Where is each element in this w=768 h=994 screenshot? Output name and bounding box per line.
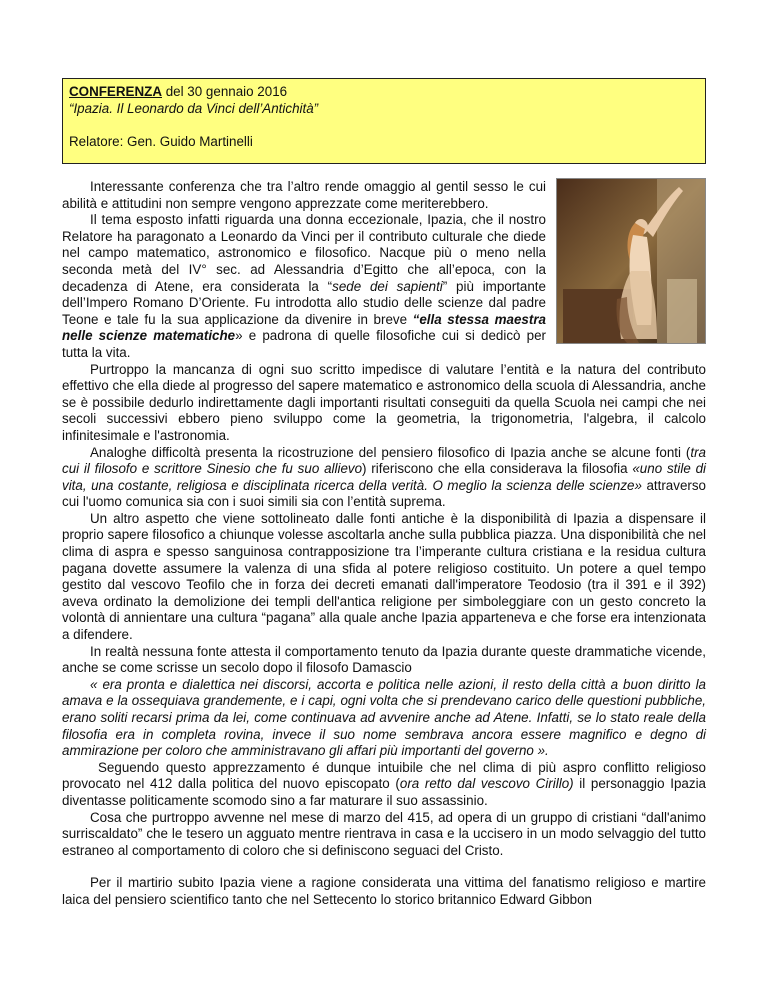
hypatia-painting-image xyxy=(556,178,706,344)
paragraph-lost-writings: Purtroppo la mancanza di ogni suo scritto impedisce di valutare l’entità e la natura del contributo effettivo che ella diede al progresso del sapere matematico e astronomico della scuola di Alessandria, anche se è possibile dedurlo indirettamente dagli importanti risultati conseguiti da quella Scuola nei campi che nei secoli successivi ebbero pieno sviluppo come la geometria, la trigonometria, l'algebra, il calcolo infinitesimale e l'astronomia. xyxy=(62,361,706,443)
paragraph-intro: Interessante conferenza che tra l’altro rende omaggio al gentil sesso le cui abilità e attitudini non sempre vengono apprezzate come meriterebbero. xyxy=(62,179,546,211)
damascius-quote: « era pronta e dialettica nei discorsi, accorta e politica nelle azioni, il resto della città a buon diritto la amava e la ossequiava grandemente, e i capi, ogni volta che si prendevano carico delle questioni pubbliche, erano soliti recarsi prima da lei, come continuava ad avvenire anche ad Atene. Infatti, se lo stato reale della filosofia era in completa rovina, invece il suo nome sembrava ancora essere magnifico e degno di ammirazione per coloro che amministravano gli affari più importanti del governo ». xyxy=(62,676,706,759)
conference-title: “Ipazia. Il Leonardo da Vinci dell’Antichità” xyxy=(69,101,319,116)
paragraph-damascius: In realtà nessuna fonte attesta il comportamento tenuto da Ipazia durante queste drammatiche vicende, anche se come scrisse un secolo dopo il filosofo Damascio xyxy=(62,643,706,676)
paragraph-murder: Cosa che purtroppo avvenne nel mese di marzo del 415, ad opera di un gruppo di cristiani “dall'animo surriscaldato” che le tesero un agguato mentre rientrava in casa e la uccisero in un modo selvaggio del tutto estraneo al comportamento di coloro che si definiscono seguaci del Cristo. xyxy=(62,809,706,858)
paragraph-conflict: Seguendo questo apprezzamento é dunque intuibile che nel clima di più aspro conflitto religioso provocato nel 412 dalla politica del nuovo episcopato (ora retto dal vescovo Cirillo) il personaggio Ipazia diventasse politicamente scomodo sino a far maturare il suo assassinio. xyxy=(62,759,706,808)
paragraph-philosophy: Analoghe difficoltà presenta la ricostruzione del pensiero filosofico di Ipazia anche se alcune fonti (tra cui il filosofo e scrittore Sinesio che fu suo allievo) riferiscono che ella considerava la filosofia «uno stile di vita, una costante, religiosa e disciplinata ricerca della verità. O meglio la scienza delle scienze» attraverso cui l'uomo comunica sia con i suoi simili sia con l’entità suprema. xyxy=(62,444,707,510)
paragraph-martyrdom: Per il martirio subito Ipazia viene a ragione considerata una vittima del fanatismo religioso e martire laica del pensiero scientifico tanto che nel Settecento lo storico britannico Edward Gibbon xyxy=(62,875,706,907)
article-body xyxy=(62,179,706,909)
paragraph-theme: Il tema esposto infatti riguarda una donna eccezionale, Ipazia, che il nostro Relatore ha paragonato a Leonardo da Vinci per il contributo culturale che diede nel campo matematico, astronomico e filosofico. Nacque più o meno nella seconda metà del IV° sec. ad Alessandria d’Egitto che all’epoca, con la decadenza di Atene, era considerata la “sede dei sapienti” più importante dell’Impero Romano D’Oriente. Fu introdotta allo studio delle scienze dal padre Teone e tale fu la sua applicazione da divenire in breve “ella stessa maestra nelle scienze matematiche» e padrona di quelle filosofiche cui si dedicò per tutta la vita. xyxy=(62,212,546,360)
conference-label: CONFERENZA xyxy=(69,84,162,99)
speaker-line: Relatore: Gen. Guido Martinelli xyxy=(69,134,253,149)
conference-header-box xyxy=(62,78,706,164)
conference-date-line xyxy=(69,83,699,100)
paragraph-public-teaching: Un altro aspetto che viene sottolineato dalle fonti antiche è la disponibilità di Ipazia a dispensare il proprio sapere filosofico a chiunque volesse ascoltarla anche sulla pubblica piazza. Una disponibilità che nel clima di aspra e spesso sanguinosa contrapposizione tra l’imperante cultura cristiana e la residua cultura pagana dovette assumere la valenza di una sfida al potere religioso costituito. Un potere a quel tempo gestito dal vescovo Teofilo che in forza dei decreti emanati dall'imperatore Teodosio (tra il 391 e il 392) aveva ordinato la demolizione dei templi dell'antica religione per simboleggiare con un gesto concreto la volontà di annientare una cultura “pagana” alla quale anche Ipazia apparteneva e che forse era intenzionata a difendere. xyxy=(62,510,706,643)
conference-date: del 30 gennaio 2016 xyxy=(162,84,288,99)
